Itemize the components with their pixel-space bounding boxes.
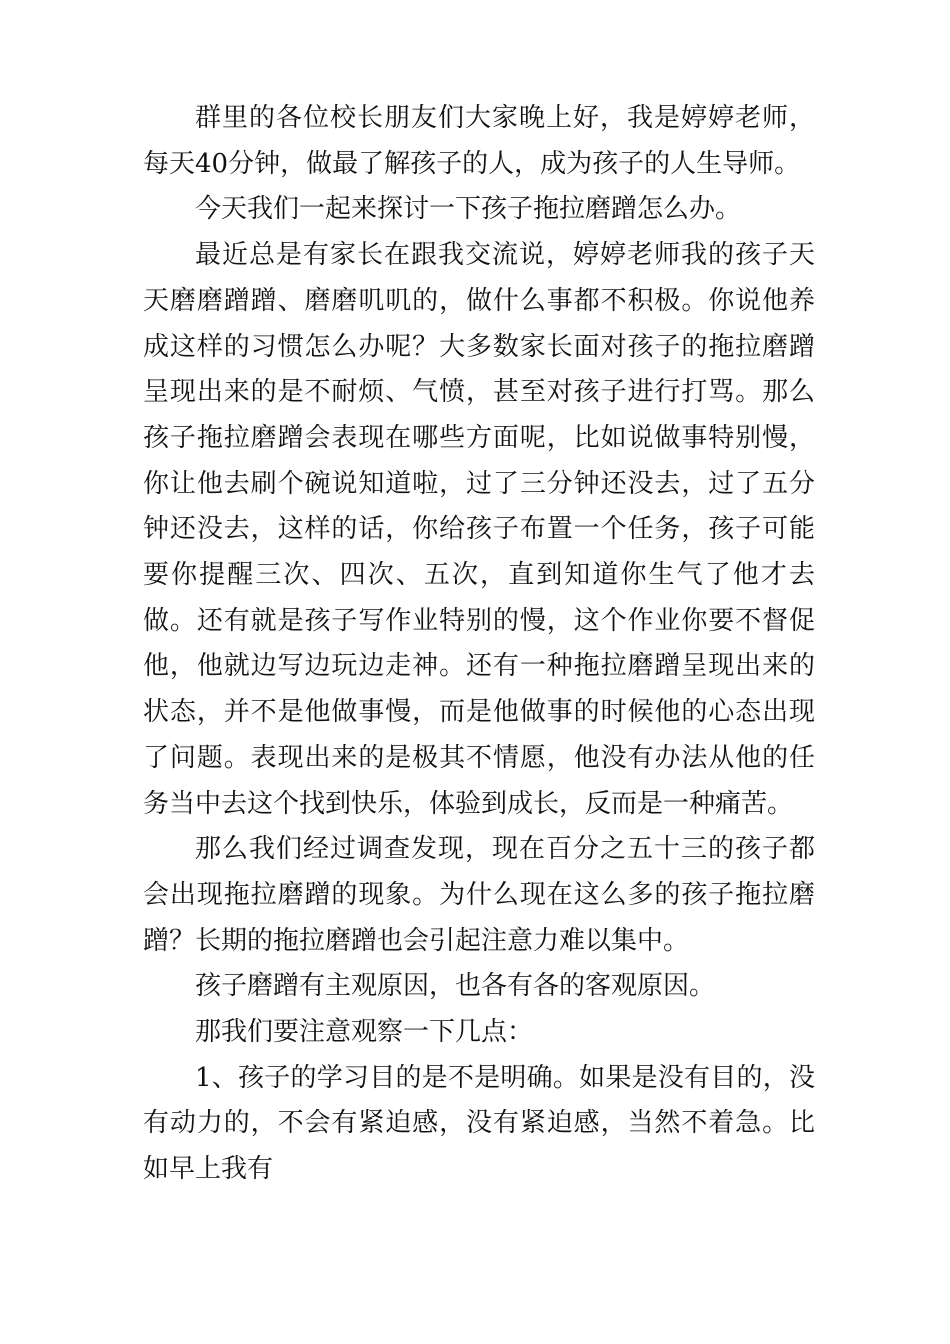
paragraph-survey: 那么我们经过调查发现，现在百分之五十三的孩子都会出现拖拉磨蹭的现象。为什么现在这么多的孩子拖拉磨蹭？长期的拖拉磨蹭也会引起注意力难以集中。 [143, 834, 815, 956]
paragraph-symptoms: 最近总是有家长在跟我交流说，婷婷老师我的孩子天天磨磨蹭蹭、磨磨叽叽的，做什么事都不积极。你说他养成这样的习惯怎么办呢？大多数家长面对孩子的拖拉磨蹭呈现出来的是不耐烦、气愤，甚至对孩子进行打骂。那么孩子拖拉磨蹭会表现在哪些方面呢，比如说做事特别慢，你让他去刷个碗说知道啦，过了三分钟还没去，过了五分钟还没去，这样的话，你给孩子布置一个任务，孩子可能要你提醒三次、四次、五次，直到知道你生气了他才去做。还有就是孩子写作业特别的慢，这个作业你要不督促他，他就边写边玩边走神。还有一种拖拉磨蹭呈现出来的状态，并不是他做事慢，而是他做事的时候他的心态出现了问题。表现出来的是极其不情愿，他没有办法从他的任务当中去这个找到快乐，体验到成长，反而是一种痛苦。 [143, 240, 815, 819]
document-body [143, 96, 815, 1193]
paragraph-topic: 今天我们一起来探讨一下孩子拖拉磨蹭怎么办。 [195, 194, 742, 225]
paragraph-causes: 孩子磨蹭有主观原因，也各有各的客观原因。 [195, 971, 716, 1002]
paragraph-observe-intro: 那我们要注意观察一下几点： [195, 1017, 534, 1048]
paragraph-point-one: 1、孩子的学习目的是不是明确。如果是没有目的，没有动力的，不会有紧迫感，没有紧迫感，当然不着急。比如早上我有 [143, 1062, 815, 1185]
paragraph-greeting: 群里的各位校长朋友们大家晚上好，我是婷婷老师，每天40分钟，做最了解孩子的人，成为孩子的人生导师。 [143, 103, 815, 179]
